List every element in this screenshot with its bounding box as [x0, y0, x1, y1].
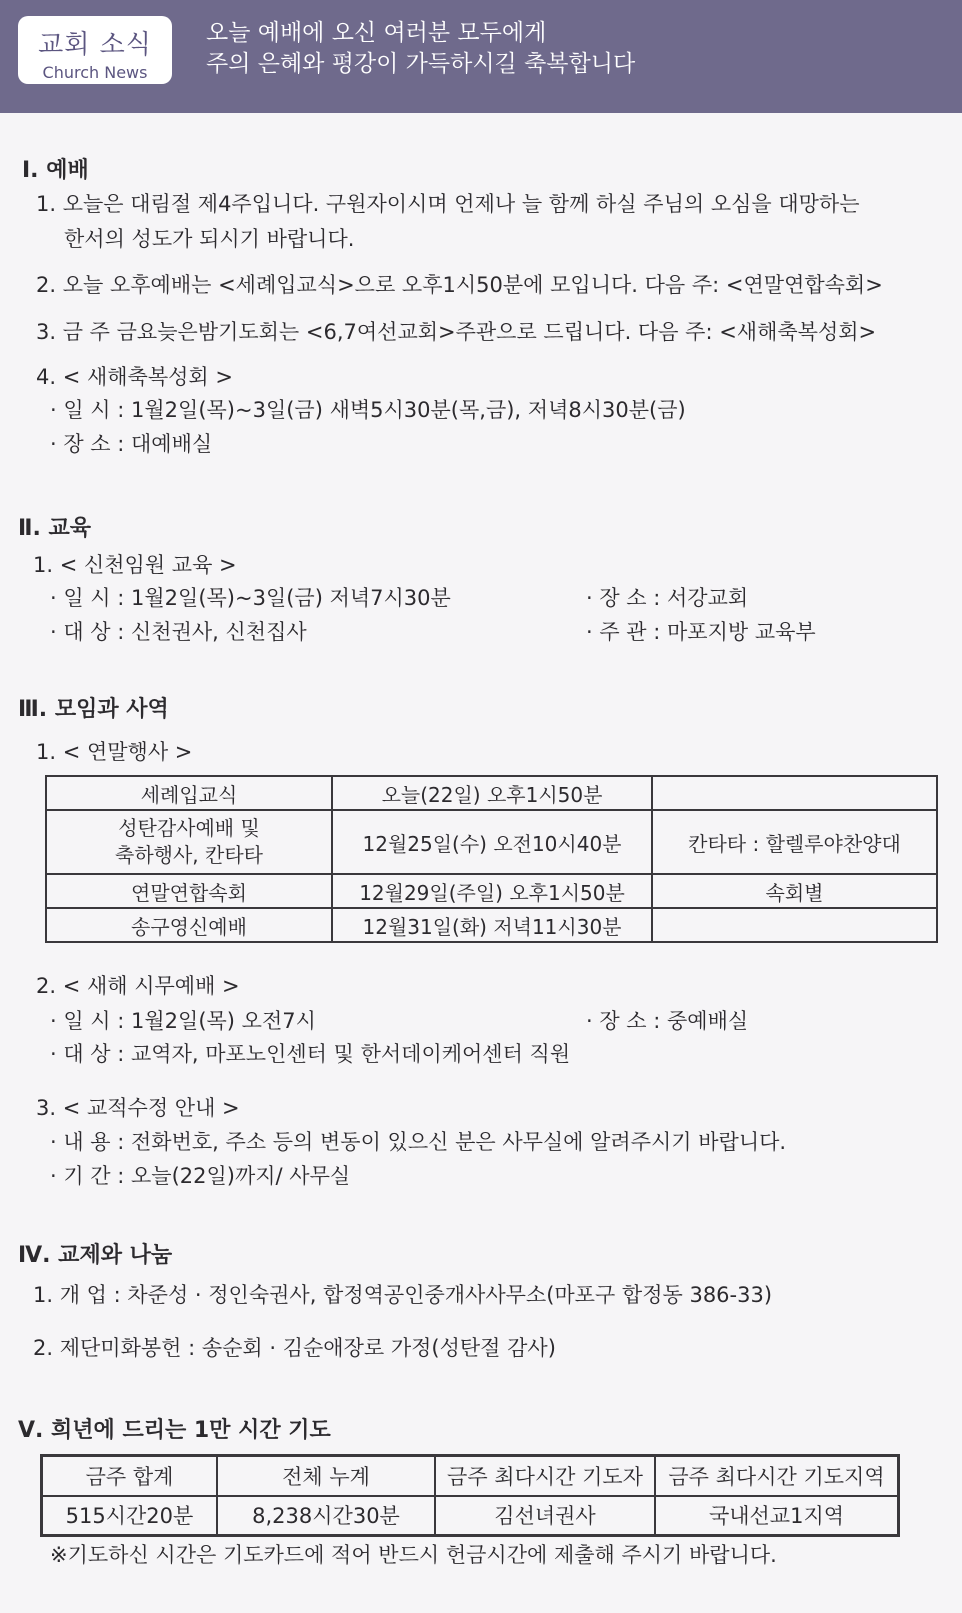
ministry-item-3-period: · 기 간 : 오늘(22일)까지/ 사무실 — [50, 1164, 351, 1188]
year-end-events-table — [45, 775, 938, 943]
table-cell: 8,238시간30분 — [217, 1496, 435, 1536]
ministry-item-2-place: · 장 소 : 중예배실 — [586, 1009, 749, 1033]
worship-item-2: 2. 오늘 오후예배는 <세례입교식>으로 오후1시50분에 모입니다. 다음 주: <연말연합속회> — [36, 273, 883, 297]
worship-item-3: 3. 금 주 금요늦은밤기도회는 <6,7여선교회>주관으로 드립니다. 다음 주: <새해축복성회> — [36, 320, 877, 344]
event-name: 세례입교식 — [46, 776, 332, 810]
event-note: 속회별 — [652, 874, 937, 908]
ministry-item-2-target: · 대 상 : 교역자, 마포노인센터 및 한서데이케어센터 직원 — [50, 1042, 571, 1066]
event-time: 12월31일(화) 저녁11시30분 — [332, 908, 652, 942]
worship-item-1a: 1. 오늘은 대림절 제4주입니다. 구원자이시며 언제나 늘 함께 하실 주님의 오심을 대망하는 — [36, 192, 860, 216]
table-header-cell: 금주 최다시간 기도자 — [435, 1456, 655, 1496]
event-name: 연말연합속회 — [46, 874, 332, 908]
section-worship-title: Ⅰ. 예배 — [22, 158, 89, 183]
section-fellowship-title: Ⅳ. 교제와 나눔 — [18, 1243, 173, 1268]
table-row — [46, 776, 937, 810]
worship-item-4: 4. < 새해축복성회 > — [36, 365, 233, 389]
badge-subtitle: Church News — [42, 63, 148, 82]
event-name: 성탄감사예배 및 축하행사, 칸타타 — [46, 810, 332, 874]
event-name: 송구영신예배 — [46, 908, 332, 942]
table-header-cell: 금주 합계 — [42, 1456, 218, 1496]
event-note — [652, 776, 937, 810]
table-row — [46, 810, 937, 874]
table-cell: 국내선교1지역 — [655, 1496, 899, 1536]
ministry-item-1: 1. < 연말행사 > — [36, 740, 193, 764]
table-row — [46, 874, 937, 908]
welcome-line-1: 오늘 예배에 오신 여러분 모두에게 — [206, 20, 547, 46]
table-row — [42, 1456, 899, 1496]
table-row — [42, 1496, 899, 1536]
section-prayer-title: Ⅴ. 희년에 드리는 1만 시간 기도 — [18, 1418, 331, 1443]
education-time: · 일 시 : 1월2일(목)~3일(금) 저녁7시30분 — [50, 586, 451, 610]
fellowship-item-2: 2. 제단미화봉헌 : 송순회 · 김순애장로 가정(성탄절 감사) — [33, 1336, 556, 1360]
education-target: · 대 상 : 신천권사, 신천집사 — [50, 620, 307, 644]
table-row — [46, 908, 937, 942]
education-item-1: 1. < 신천임원 교육 > — [33, 553, 237, 577]
table-header-cell: 전체 누계 — [217, 1456, 435, 1496]
section-ministry-title: Ⅲ. 모임과 사역 — [18, 697, 169, 722]
section-education-title: Ⅱ. 교육 — [18, 516, 92, 541]
ministry-item-2: 2. < 새해 시무예배 > — [36, 974, 240, 998]
table-header-cell: 금주 최다시간 기도지역 — [655, 1456, 899, 1496]
table-cell: 김선녀권사 — [435, 1496, 655, 1536]
event-note: 칸타타 : 할렐루야찬양대 — [652, 810, 937, 874]
education-host: · 주 관 : 마포지방 교육부 — [586, 620, 816, 644]
event-time: 12월29일(주일) 오후1시50분 — [332, 874, 652, 908]
welcome-line-2: 주의 은혜와 평강이 가득하시길 축복합니다 — [206, 51, 636, 77]
table-cell: 515시간20분 — [42, 1496, 218, 1536]
event-note — [652, 908, 937, 942]
education-place: · 장 소 : 서강교회 — [586, 586, 749, 610]
badge-title: 교회 소식 — [38, 30, 152, 60]
ministry-item-2-time: · 일 시 : 1월2일(목) 오전7시 — [50, 1009, 316, 1033]
event-time: 오늘(22일) 오후1시50분 — [332, 776, 652, 810]
event-time: 12월25일(수) 오전10시40분 — [332, 810, 652, 874]
worship-item-4-time: · 일 시 : 1월2일(목)~3일(금) 새벽5시30분(목,금), 저녁8시30분(금) — [50, 398, 686, 422]
ministry-item-3: 3. < 교적수정 안내 > — [36, 1096, 240, 1120]
worship-item-4-place: · 장 소 : 대예배실 — [50, 432, 213, 456]
prayer-note: ※기도하신 시간은 기도카드에 적어 반드시 헌금시간에 제출해 주시기 바랍니다. — [50, 1543, 777, 1567]
ministry-item-3-content: · 내 용 : 전화번호, 주소 등의 변동이 있으신 분은 사무실에 알려주시기 바랍니다. — [50, 1130, 787, 1154]
fellowship-item-1: 1. 개 업 : 차준성 · 정인숙권사, 합정역공인중개사사무소(마포구 합정동 386-33) — [33, 1283, 773, 1307]
worship-item-1b: 한서의 성도가 되시기 바랍니다. — [64, 227, 355, 251]
prayer-hours-table — [40, 1454, 900, 1537]
